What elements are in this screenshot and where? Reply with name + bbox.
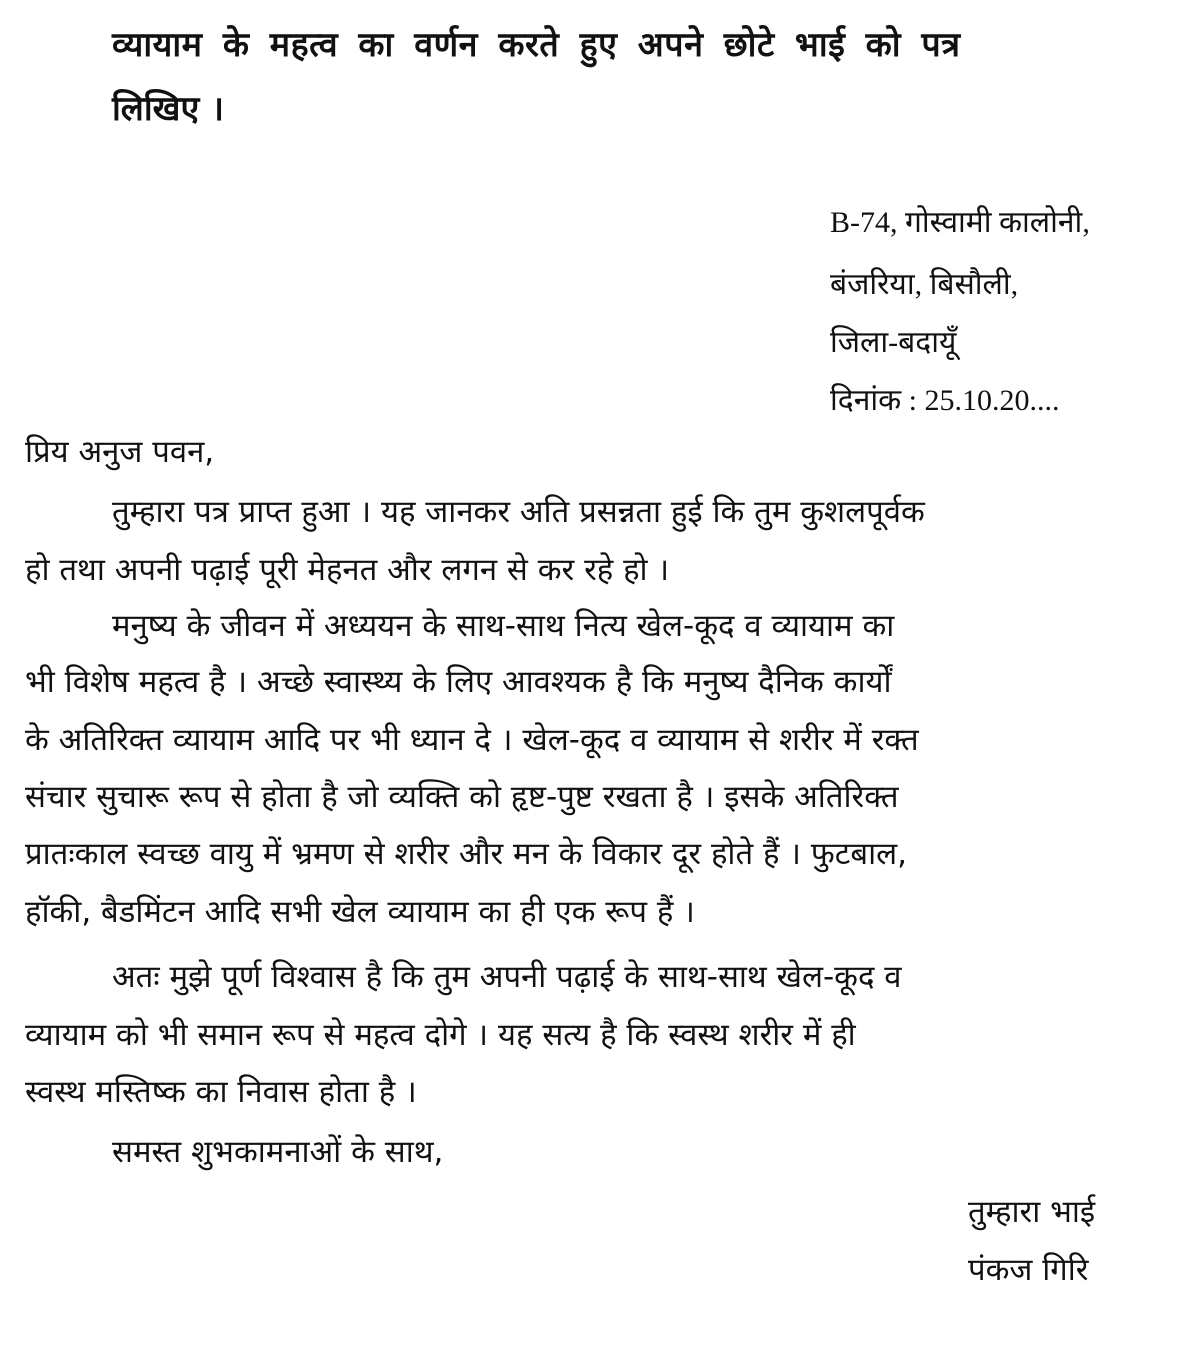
paragraph-2-line-5: प्रातःकाल स्वच्छ वायु में भ्रमण से शरीर और मन के विकार दूर होते हैं । फुटबाल,	[25, 836, 908, 872]
paragraph-2-line-1: मनुष्य के जीवन में अध्ययन के साथ-साथ नित्य खेल-कूद व व्यायाम का	[112, 608, 895, 644]
closing-line: समस्त शुभकामनाओं के साथ,	[112, 1134, 444, 1170]
letter-date: दिनांक : 25.10.20....	[830, 384, 1060, 417]
salutation: प्रिय अनुज पवन,	[25, 434, 215, 470]
paragraph-3-line-3: स्वस्थ मस्तिष्क का निवास होता है ।	[25, 1074, 417, 1110]
paragraph-2-line-6: हॉकी, बैडमिंटन आदि सभी खेल व्यायाम का ही एक रूप हैं ।	[25, 894, 695, 930]
signature-name: पंकज गिरि	[968, 1252, 1089, 1288]
paragraph-2-line-3: के अतिरिक्त व्यायाम आदि पर भी ध्यान दे । खेल-कूद व व्यायाम से शरीर में रक्त	[25, 722, 919, 758]
signature-line-1: तुम्हारा भाई	[968, 1194, 1096, 1230]
paragraph-2-line-4: संचार सुचारू रूप से होता है जो व्यक्ति को हृष्ट-पुष्ट रखता है । इसके अतिरिक्त	[25, 779, 899, 815]
paragraph-3-line-2: व्यायाम को भी समान रूप से महत्व दोगे । यह सत्य है कि स्वस्थ शरीर में ही	[25, 1017, 856, 1053]
paragraph-3-line-1: अतः मुझे पूर्ण विश्वास है कि तुम अपनी पढ़ाई के साथ-साथ खेल-कूद व	[112, 959, 902, 995]
address-line-1: B-74, गोस्वामी कालोनी,	[830, 206, 1090, 239]
paragraph-1-line-2: हो तथा अपनी पढ़ाई पूरी मेहनत और लगन से कर रहे हो ।	[25, 552, 670, 588]
question-heading-line-2: लिखिए ।	[112, 89, 225, 129]
address-line-2: बंजरिया, बिसौली,	[830, 268, 1019, 301]
paragraph-1-line-1: तुम्हारा पत्र प्राप्त हुआ । यह जानकर अति प्रसन्नता हुई कि तुम कुशलपूर्वक	[112, 494, 925, 530]
address-line-3: जिला-बदायूँ	[830, 326, 957, 359]
question-heading-line-1: व्यायाम के महत्व का वर्णन करते हुए अपने छोटे भाई को पत्र	[112, 25, 961, 65]
paragraph-2-line-2: भी विशेष महत्व है । अच्छे स्वास्थ्य के लिए आवश्यक है कि मनुष्य दैनिक कार्यों	[25, 664, 892, 700]
